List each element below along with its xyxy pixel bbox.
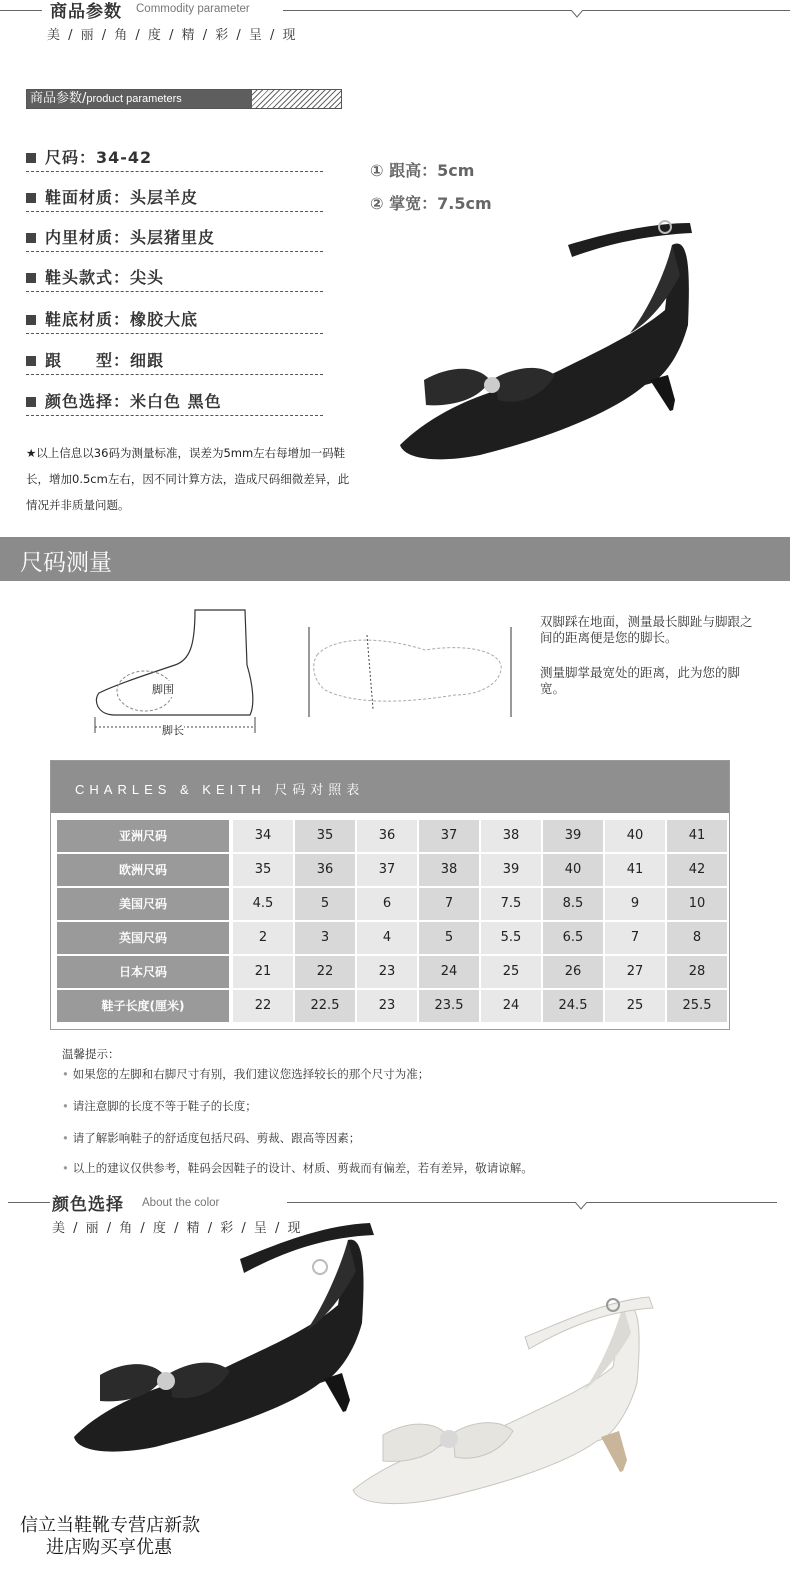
table-cell: 24 (419, 956, 479, 988)
size-measurement-banner: 尺码测量 (0, 537, 790, 581)
row-label: 日本尺码 (57, 956, 229, 988)
table-cell: 7 (419, 888, 479, 920)
heel-height: ① 跟高：5cm (370, 161, 475, 180)
bullet-square-icon (26, 356, 36, 366)
table-cell: 35 (295, 820, 355, 852)
table-cell: 41 (605, 854, 665, 886)
spec-row: 鞋头款式：尖头 (26, 260, 323, 292)
table-cell: 40 (543, 854, 603, 886)
table-cell: 38 (481, 820, 541, 852)
foot-width-instruction: 测量脚掌最宽处的距离，此为您的脚宽。 (540, 665, 741, 696)
table-cell: 10 (667, 888, 727, 920)
tip-item: • 请注意脚的长度不等于鞋子的长度； (62, 1099, 257, 1113)
table-cell: 2 (233, 922, 293, 954)
table-cell: 9 (605, 888, 665, 920)
tip-item: • 如果您的左脚和右脚尺寸有别，我们建议您选择较长的那个尺寸为准； (62, 1067, 430, 1081)
table-cell: 26 (543, 956, 603, 988)
spec-row: 内里材质：头层猪里皮 (26, 220, 323, 252)
tip-item: • 以上的建议仅供参考，鞋码会因鞋子的设计、材质、剪裁而有偏差，若有差异，敬请谅解。 (62, 1161, 533, 1175)
stripes-decoration (252, 90, 341, 108)
sole-width: ② 掌宽：7.5cm (370, 194, 492, 213)
header-line-left (8, 1202, 50, 1203)
color-title-en: About the color (142, 1197, 220, 1209)
header-line-right (283, 10, 790, 11)
bullet-dot-icon: • (62, 1067, 69, 1081)
table-cell: 34 (233, 820, 293, 852)
row-label: 英国尺码 (57, 922, 229, 954)
measurement-note: ★以上信息以36码为测量标准，误差为5mm左右每增加一码鞋长，增加0.5cm左右，因不同计算方法，造成尺码细微差异，此情况并非质量问题。 (26, 446, 350, 512)
spec-row: 鞋面材质：头层羊皮 (26, 180, 323, 212)
param-title-cn: 商品参数 (50, 2, 122, 22)
table-cell: 37 (419, 820, 479, 852)
size-chart-header: CHARLES & KEITH 尺码对照表 (51, 761, 729, 813)
bullet-square-icon (26, 315, 36, 325)
row-label: 美国尺码 (57, 888, 229, 920)
table-cell: 25.5 (667, 990, 727, 1022)
table-cell: 7 (605, 922, 665, 954)
table-cell: 39 (481, 854, 541, 886)
row-label: 亚洲尺码 (57, 820, 229, 852)
table-cell: 41 (667, 820, 727, 852)
foot-top-diagram (305, 625, 515, 720)
table-cell: 28 (667, 956, 727, 988)
table-cell: 8 (667, 922, 727, 954)
table-cell: 42 (667, 854, 727, 886)
table-cell: 25 (605, 990, 665, 1022)
foot-girth-label: 脚围 (152, 683, 174, 696)
row-label: 鞋子长度(厘米) (57, 990, 229, 1022)
bullet-dot-icon: • (62, 1131, 69, 1145)
table-cell: 4.5 (233, 888, 293, 920)
header-notch-icon (571, 10, 583, 18)
table-cell: 3 (295, 922, 355, 954)
row-label: 欧洲尺码 (57, 854, 229, 886)
spec-row: 尺码：34-42 (26, 140, 323, 172)
bullet-dot-icon: • (62, 1099, 69, 1113)
white-shoe-color-image (345, 1275, 685, 1515)
bullet-dot-icon: • (62, 1161, 69, 1175)
table-cell: 4 (357, 922, 417, 954)
header-line-right (287, 1202, 777, 1203)
table-cell: 39 (543, 820, 603, 852)
foot-length-label: 脚长 (162, 724, 184, 737)
product-parameters-label: 商品参数/product parameters (27, 90, 252, 108)
table-cell: 36 (295, 854, 355, 886)
spec-row: 颜色选择：米白色 黑色 (26, 384, 323, 416)
table-cell: 5.5 (481, 922, 541, 954)
header-notch-icon (575, 1202, 587, 1210)
foot-side-diagram (85, 605, 265, 735)
table-cell: 27 (605, 956, 665, 988)
bullet-square-icon (26, 397, 36, 407)
table-cell: 24.5 (543, 990, 603, 1022)
table-cell: 21 (233, 956, 293, 988)
table-cell: 35 (233, 854, 293, 886)
table-cell: 23 (357, 956, 417, 988)
black-shoe-image (390, 215, 730, 465)
table-cell: 25 (481, 956, 541, 988)
table-cell: 24 (481, 990, 541, 1022)
table-cell: 23 (357, 990, 417, 1022)
table-cell: 22 (295, 956, 355, 988)
param-section-header (0, 0, 790, 50)
bullet-square-icon (26, 233, 36, 243)
table-cell: 8.5 (543, 888, 603, 920)
bullet-square-icon (26, 153, 36, 163)
table-cell: 23.5 (419, 990, 479, 1022)
param-slogan: 美 / 丽 / 角 / 度 / 精 / 彩 / 呈 / 现 (47, 28, 298, 43)
spec-row: 鞋底材质：橡胶大底 (26, 302, 323, 334)
table-cell: 22.5 (295, 990, 355, 1022)
bullet-square-icon (26, 193, 36, 203)
size-chart (50, 760, 730, 1030)
promo-line-1: 信立当鞋靴专营店新款 (20, 1515, 200, 1536)
table-cell: 5 (419, 922, 479, 954)
table-cell: 6.5 (543, 922, 603, 954)
bullet-square-icon (26, 273, 36, 283)
product-parameters-bar (26, 89, 342, 109)
table-cell: 36 (357, 820, 417, 852)
table-cell: 22 (233, 990, 293, 1022)
param-title-en: Commodity parameter (136, 3, 250, 15)
table-cell: 38 (419, 854, 479, 886)
color-slogan: 美 / 丽 / 角 / 度 / 精 / 彩 / 呈 / 现 (52, 1221, 303, 1236)
table-cell: 37 (357, 854, 417, 886)
header-line-left (0, 10, 42, 11)
color-title-cn: 颜色选择 (52, 1195, 124, 1215)
foot-length-instruction: 双脚踩在地面，测量最长脚趾与脚跟之间的距离便是您的脚长。 (540, 614, 753, 645)
table-cell: 7.5 (481, 888, 541, 920)
tip-item: • 请了解影响鞋子的舒适度包括尺码、剪裁、跟高等因素； (62, 1131, 361, 1145)
table-cell: 5 (295, 888, 355, 920)
promo-line-2: 进店购买享优惠 (46, 1537, 172, 1558)
spec-row: 跟 型：细跟 (26, 343, 323, 375)
table-cell: 6 (357, 888, 417, 920)
tips-title: 温馨提示： (62, 1047, 120, 1061)
table-cell: 40 (605, 820, 665, 852)
